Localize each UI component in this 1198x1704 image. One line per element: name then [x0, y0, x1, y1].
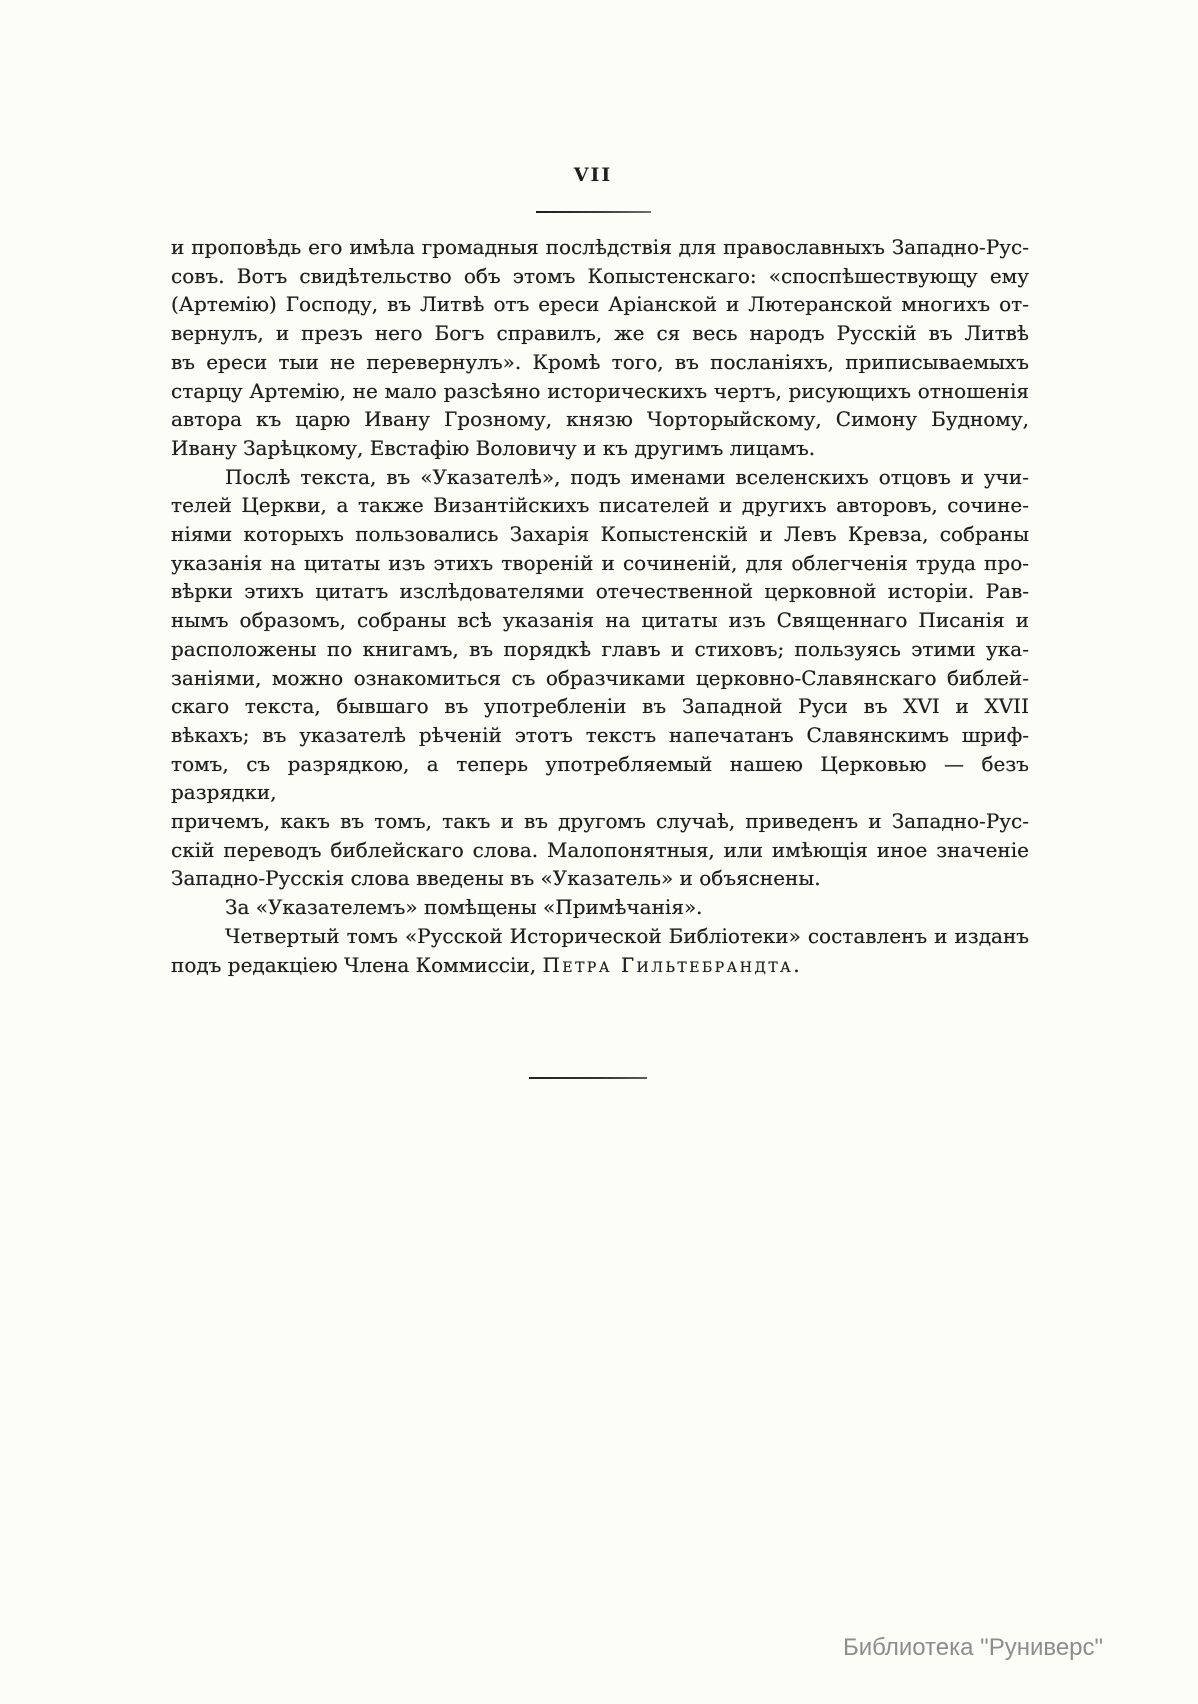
paragraph — [171, 922, 1029, 979]
paragraph — [171, 893, 1029, 922]
text-line: заніями, можно ознакомиться съ образчиками церковно-Славянскаго библей- — [171, 665, 1029, 690]
text-line: вѣрки этихъ цитатъ изслѣдователями отечественной церковной исторіи. Рав- — [171, 579, 1029, 604]
text-line: автора къ царю Ивану Грозному, князю Чорторыйскому, Симону Будному, — [171, 407, 1029, 432]
text-line: нымъ образомъ, собраны всѣ указанія на цитаты изъ Священнаго Писанія и — [171, 608, 1029, 633]
library-watermark: Библиотека "Руниверс" — [843, 1634, 1104, 1661]
text-line: въ ереси тыи не перевернулъ». Кромѣ того, въ посланіяхъ, приписываемыхъ — [171, 349, 1029, 374]
text-line: причемъ, какъ въ томъ, такъ и въ другомъ случаѣ, приведенъ и Западно-Рус- — [171, 809, 1029, 834]
text-line: ніями которыхъ пользовались Захарія Копыстенскій и Левъ Кревза, собраны — [171, 522, 1029, 547]
text-line: Послѣ текста, въ «Указателѣ», подъ именами вселенскихъ отцовъ и учи- — [225, 464, 1029, 489]
page-text — [171, 233, 1029, 979]
text-line: скій переводъ библейскаго слова. Малопонятныя, или имѣющія иное значеніе — [171, 837, 1029, 862]
text-line: телей Церкви, а также Византійскихъ писателей и другихъ авторовъ, сочине- — [171, 493, 1029, 518]
section-divider — [529, 1077, 647, 1079]
paragraph — [171, 233, 1029, 463]
editor-name: Петра Гильтебрандта. — [542, 952, 803, 977]
editor-credit-text: подъ редакціею Члена Коммиссіи, — [171, 952, 543, 977]
text-line: вернулъ, и презъ него Богъ справилъ, же ся весь народъ Русскій въ Литвѣ — [171, 321, 1029, 346]
page-number: VII — [573, 164, 613, 186]
paragraph — [171, 463, 1029, 894]
text-line: За «Указателемъ» помѣщены «Примѣчанія». — [225, 895, 703, 920]
text-line: (Артемію) Господу, въ Литвѣ отъ ереси Аріанской и Лютеранской многихъ от- — [171, 292, 1029, 317]
text-line: вѣкахъ; въ указателѣ рѣченій этотъ текстъ напечатанъ Славянскимъ шриф- — [171, 722, 1029, 747]
text-line — [171, 951, 1029, 980]
header-rule — [536, 211, 651, 213]
text-line: томъ, съ разрядкою, а теперь употребляемый нашею Церковью — безъ разрядки, — [171, 751, 1029, 805]
text-line: Западно-Русскія слова введены въ «Указатель» и объяснены. — [171, 866, 821, 891]
text-line: совъ. Вотъ свидѣтельство объ этомъ Копыстенскаго: «споспѣшествующу ему — [171, 263, 1029, 288]
text-line: Четвертый томъ «Русской Исторической Библіотеки» составленъ и изданъ — [225, 923, 1029, 948]
text-line: и проповѣдь его имѣла громадныя послѣдствія для православныхъ Западно-Рус- — [171, 235, 1029, 259]
text-line: расположены по книгамъ, въ порядкѣ главъ и стиховъ; пользуясь этими ука- — [171, 636, 1029, 661]
text-line: указанія на цитаты изъ этихъ твореній и сочиненій, для облегченія труда про- — [171, 550, 1029, 575]
text-line: скаго текста, бывшаго въ употребленіи въ Западной Руси въ XVI и XVII — [171, 694, 1029, 719]
text-line: Ивану Зарѣцкому, Евстафію Воловичу и къ другимъ лицамъ. — [171, 435, 816, 460]
text-line: старцу Артемію, не мало разсѣяно историческихъ чертъ, рисующихъ отношенія — [171, 378, 1029, 403]
